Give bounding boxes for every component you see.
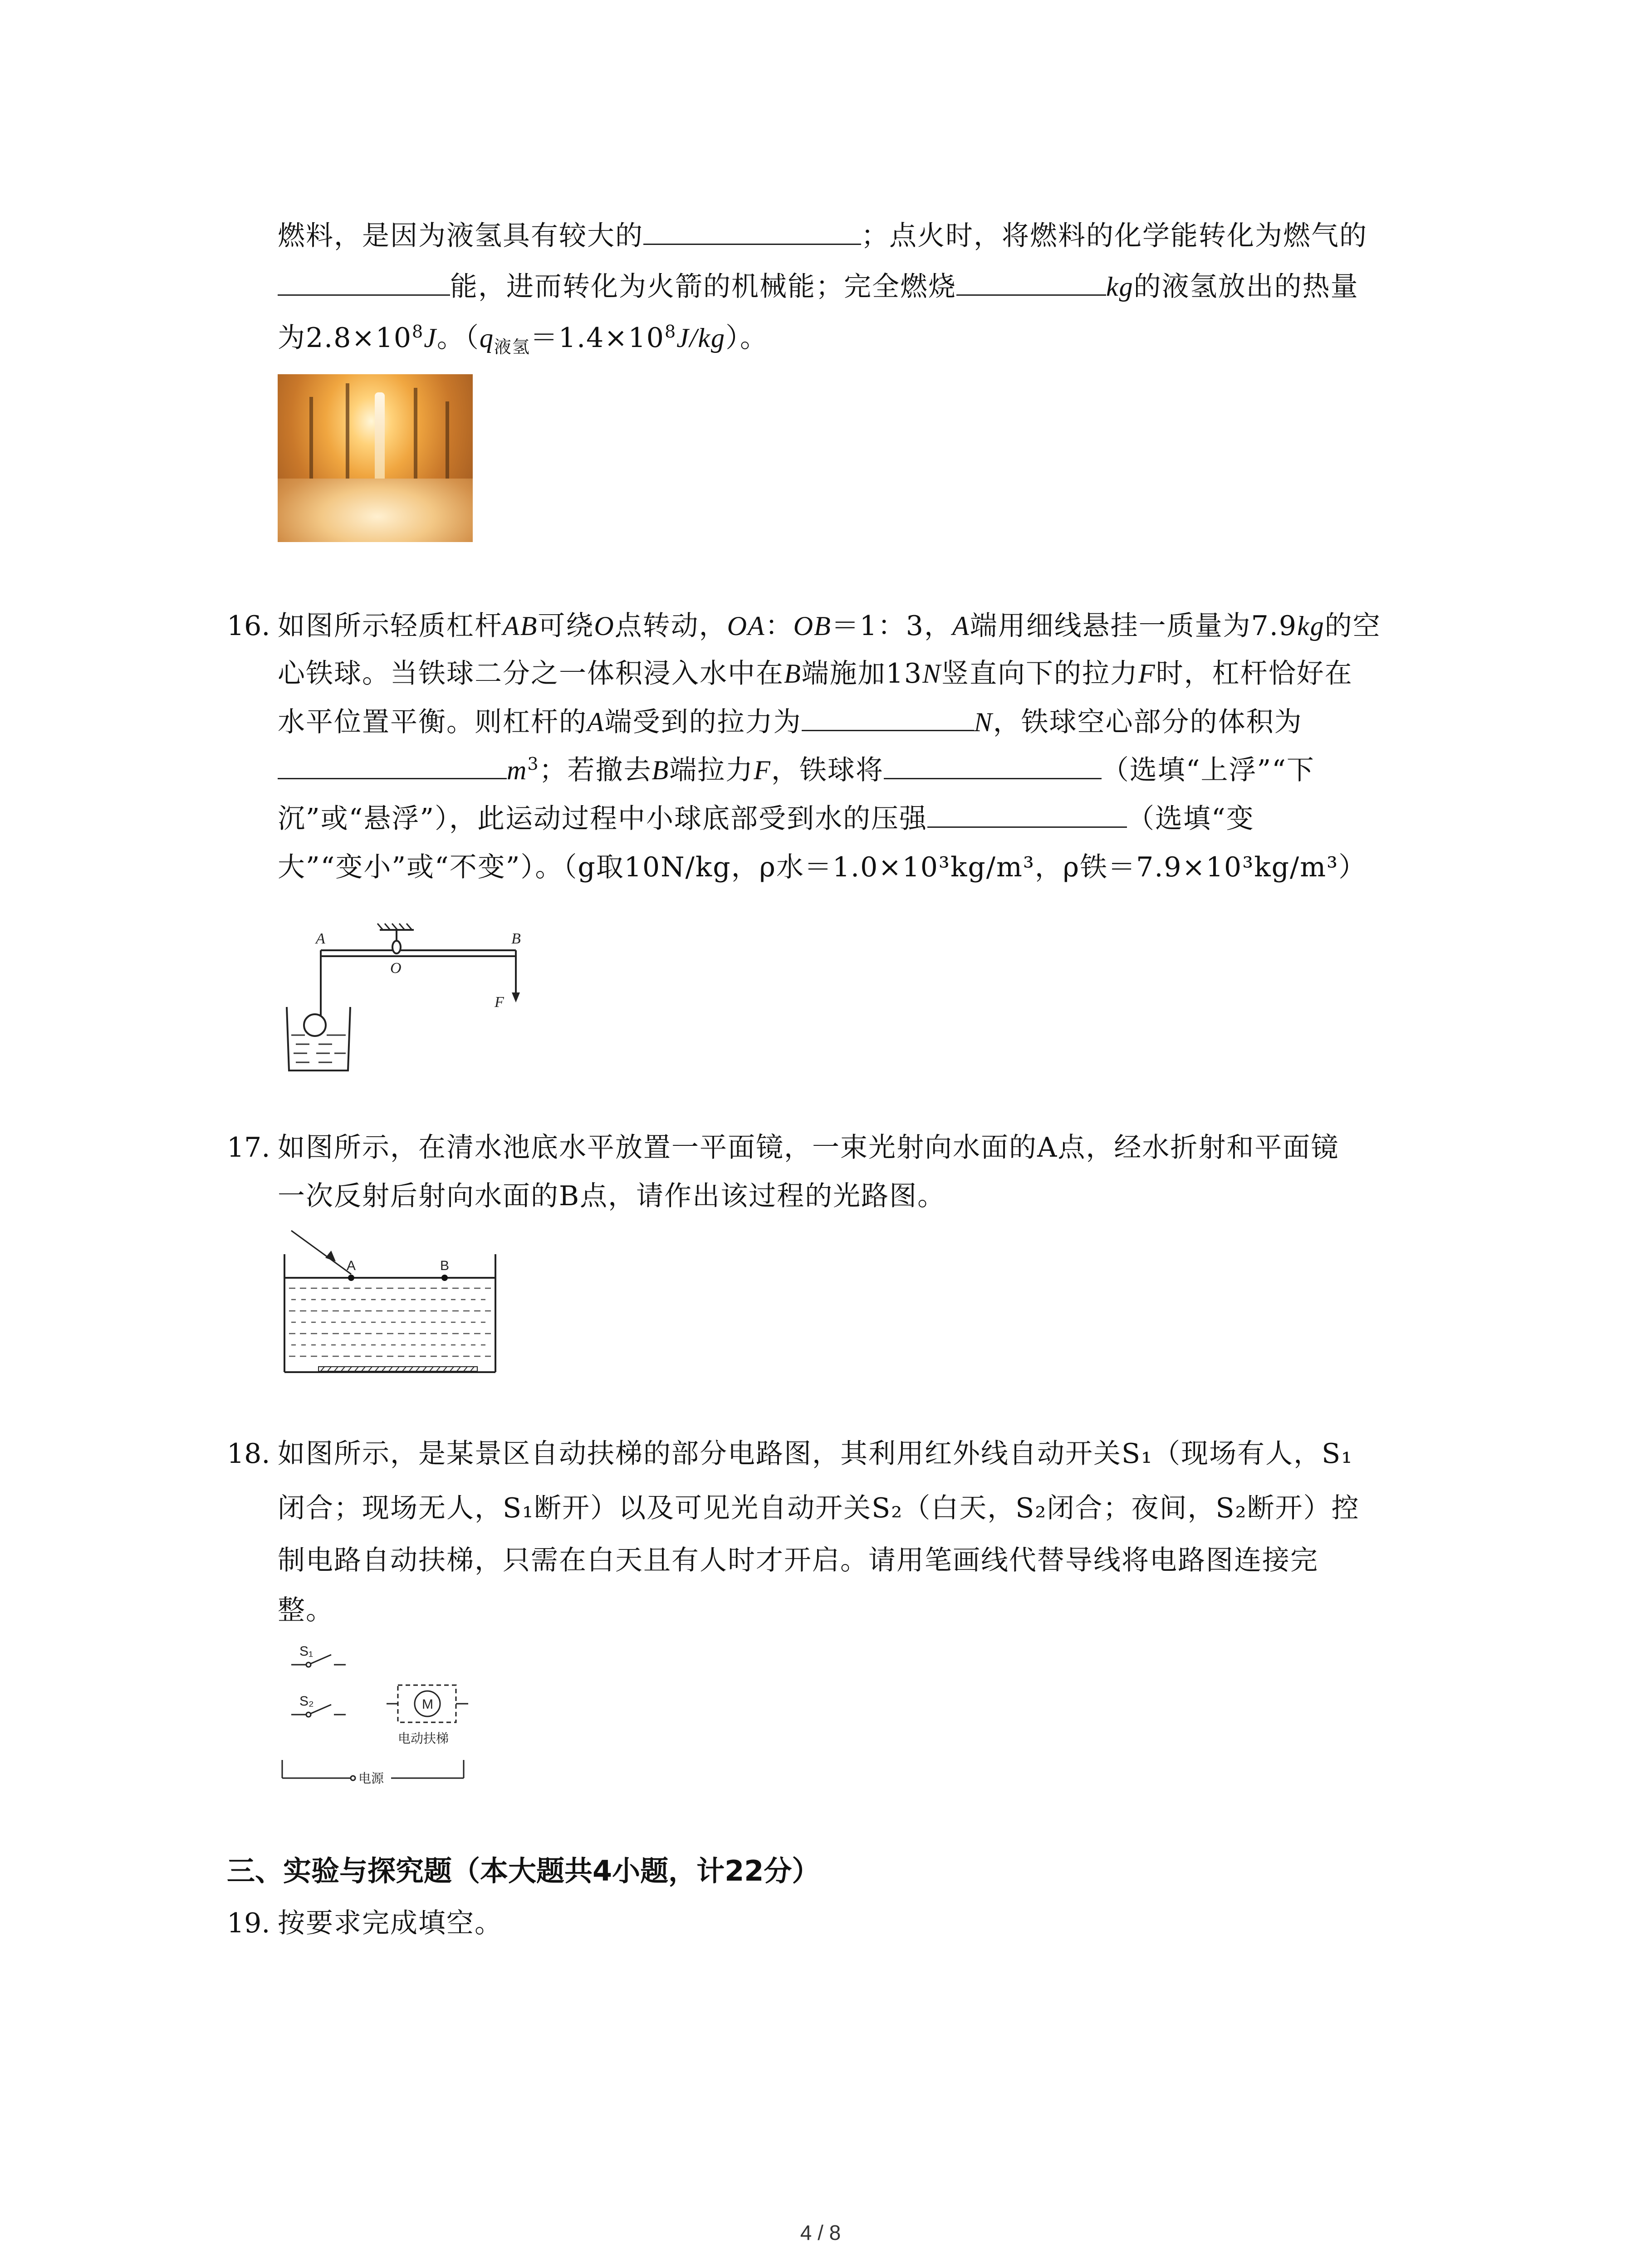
q15-unit: J bbox=[424, 323, 437, 353]
q16-unit: kg bbox=[1297, 611, 1325, 641]
q16-blank-pressure[interactable] bbox=[927, 801, 1127, 828]
q16-unit: N bbox=[974, 707, 993, 737]
q16-symbol: B bbox=[784, 659, 802, 689]
q15-unit: J/kg bbox=[676, 323, 726, 353]
q17-line-1: 如图所示，在清水池底水平放置一平面镜，一束光射向水面的A点，经水折射和平面镜 bbox=[278, 1132, 1339, 1163]
q15-text: ）。 bbox=[725, 322, 769, 354]
q16-line-2 bbox=[278, 655, 1353, 692]
q15-blank-3[interactable] bbox=[956, 269, 1106, 296]
q18-line-4: 整。 bbox=[278, 1594, 334, 1626]
q15-line-3 bbox=[278, 320, 768, 356]
q16-symbol: AB bbox=[503, 611, 538, 641]
q18-line-3: 制电路自动扶梯，只需在白天且有人时才开启。请用笔画线代替导线将电路图连接完 bbox=[278, 1545, 1318, 1576]
q16-text: 端拉力 bbox=[669, 754, 754, 786]
q15-text: 的液氢放出的热量 bbox=[1133, 271, 1359, 303]
switch-s2-label: S₂ bbox=[299, 1694, 314, 1709]
lever-diagram bbox=[278, 916, 532, 1080]
q16-unit: m bbox=[507, 755, 528, 785]
label-F: F bbox=[495, 994, 504, 1011]
q17-number: 17. bbox=[227, 1132, 270, 1163]
q18-line-2: 闭合；现场无人，S₁断开）以及可见光自动开关S₂（白天，S₂闭合；夜间，S₂断开）控 bbox=[278, 1492, 1360, 1524]
q16-line-1 bbox=[278, 608, 1381, 644]
page-number: 4 / 8 bbox=[800, 2221, 841, 2244]
q16-text: 沉”或“悬浮”），此运动过程中小球底部受到水的压强 bbox=[278, 803, 928, 835]
q16-symbol: OB bbox=[793, 611, 832, 641]
q15-text: ＝1.4×10 bbox=[530, 322, 665, 354]
q16-blank-volume[interactable] bbox=[278, 753, 507, 779]
q16-symbol: O bbox=[594, 611, 615, 641]
force-arrow-icon bbox=[512, 992, 520, 1002]
rocket-launch-photo bbox=[278, 374, 473, 542]
q16-text: ，铁球将 bbox=[771, 754, 884, 786]
q16-text: 水平位置平衡。则杠杆的 bbox=[278, 706, 587, 738]
water-pool-diagram bbox=[278, 1227, 505, 1381]
escalator-circuit-diagram bbox=[278, 1637, 495, 1810]
q16-symbol: F bbox=[1138, 659, 1156, 689]
motor-icon: M bbox=[422, 1697, 433, 1712]
q16-symbol: F bbox=[754, 755, 771, 785]
q16-symbol: B bbox=[652, 755, 670, 785]
q16-text: （选填“上浮”“下 bbox=[1101, 754, 1315, 786]
q15-text: 。（ bbox=[436, 322, 480, 354]
q16-blank-force[interactable] bbox=[802, 704, 974, 731]
label-A: A bbox=[347, 1258, 356, 1273]
q16-number: 16. bbox=[227, 610, 270, 642]
q16-text: ；若撤去 bbox=[539, 754, 652, 786]
escalator-label: 电动扶梯 bbox=[398, 1731, 449, 1746]
section-heading: 三、实验与探究题（本大题共4小题，计22分） bbox=[227, 1854, 820, 1887]
switch-s1-label: S₁ bbox=[299, 1644, 314, 1659]
q16-text: ： bbox=[765, 610, 794, 642]
q16-text: 可绕 bbox=[538, 610, 594, 642]
q16-text: （选填“变 bbox=[1127, 803, 1254, 835]
q18-line-1: 如图所示，是某景区自动扶梯的部分电路图，其利用红外线自动开关S₁（现场有人，S₁ bbox=[278, 1438, 1353, 1470]
q16-symbol: OA bbox=[727, 611, 765, 641]
q16-text: 端用细线悬挂一质量为7.9 bbox=[970, 610, 1298, 642]
q16-blank-motion[interactable] bbox=[884, 753, 1102, 779]
q16-text: 竖直向下的拉力 bbox=[941, 658, 1139, 689]
q16-text: 如图所示轻质杠杆 bbox=[278, 610, 503, 642]
q16-unit: N bbox=[922, 659, 942, 689]
label-B: B bbox=[511, 930, 521, 947]
q16-text: 端受到的拉力为 bbox=[604, 706, 802, 738]
q15-symbol: q bbox=[479, 323, 494, 353]
q15-text: 能，进而转化为火箭的机械能；完全燃烧 bbox=[450, 271, 956, 303]
q15-text: 燃料，是因为液氢具有较大的 bbox=[278, 220, 643, 252]
q16-line-4 bbox=[278, 752, 1315, 788]
q15-exponent: 8 bbox=[664, 322, 677, 342]
q17-line-2: 一次反射后射向水面的B点，请作出该过程的光路图。 bbox=[278, 1180, 946, 1212]
q15-text: ；点火时，将燃料的化学能转化为燃气的 bbox=[861, 220, 1367, 252]
q19-number: 19. bbox=[227, 1907, 270, 1939]
q16-symbol: A bbox=[587, 707, 605, 737]
q16-text: ，铁球空心部分的体积为 bbox=[993, 706, 1303, 738]
q16-symbol: A bbox=[952, 611, 970, 641]
q15-unit: kg bbox=[1106, 272, 1134, 302]
q16-text: 的空 bbox=[1324, 610, 1381, 642]
q16-text: 端施加13 bbox=[801, 658, 923, 689]
q16-text: 点转动， bbox=[614, 610, 727, 642]
label-O: O bbox=[390, 960, 402, 977]
q15-blank-2[interactable] bbox=[278, 269, 450, 296]
q15-subscript: 液氢 bbox=[494, 337, 530, 357]
q19-text: 按要求完成填空。 bbox=[278, 1907, 503, 1939]
q15-text: 为2.8×10 bbox=[278, 322, 412, 354]
q16-exponent: 3 bbox=[527, 754, 539, 774]
power-source-label: 电源 bbox=[358, 1771, 384, 1786]
q15-exponent: 8 bbox=[412, 322, 424, 342]
q18-number: 18. bbox=[227, 1438, 270, 1470]
q16-line-5 bbox=[278, 801, 1254, 837]
q16-line-3 bbox=[278, 704, 1303, 740]
q15-line-1 bbox=[278, 218, 1367, 254]
label-A: A bbox=[316, 930, 325, 947]
q15-blank-1[interactable] bbox=[643, 218, 861, 245]
label-B: B bbox=[440, 1258, 450, 1273]
q16-text: ＝1：3， bbox=[831, 610, 952, 642]
q16-text: 心铁球。当铁球二分之一体积浸入水中在 bbox=[278, 658, 784, 689]
q16-line-6: 大”“变小”或“不变”）。（g取10N/kg，ρ水＝1.0×10³kg/m³，ρ铁＝7.9×10³kg/m³） bbox=[278, 851, 1367, 883]
q15-line-2 bbox=[278, 269, 1359, 305]
q16-text: 时，杠杆恰好在 bbox=[1156, 658, 1353, 689]
